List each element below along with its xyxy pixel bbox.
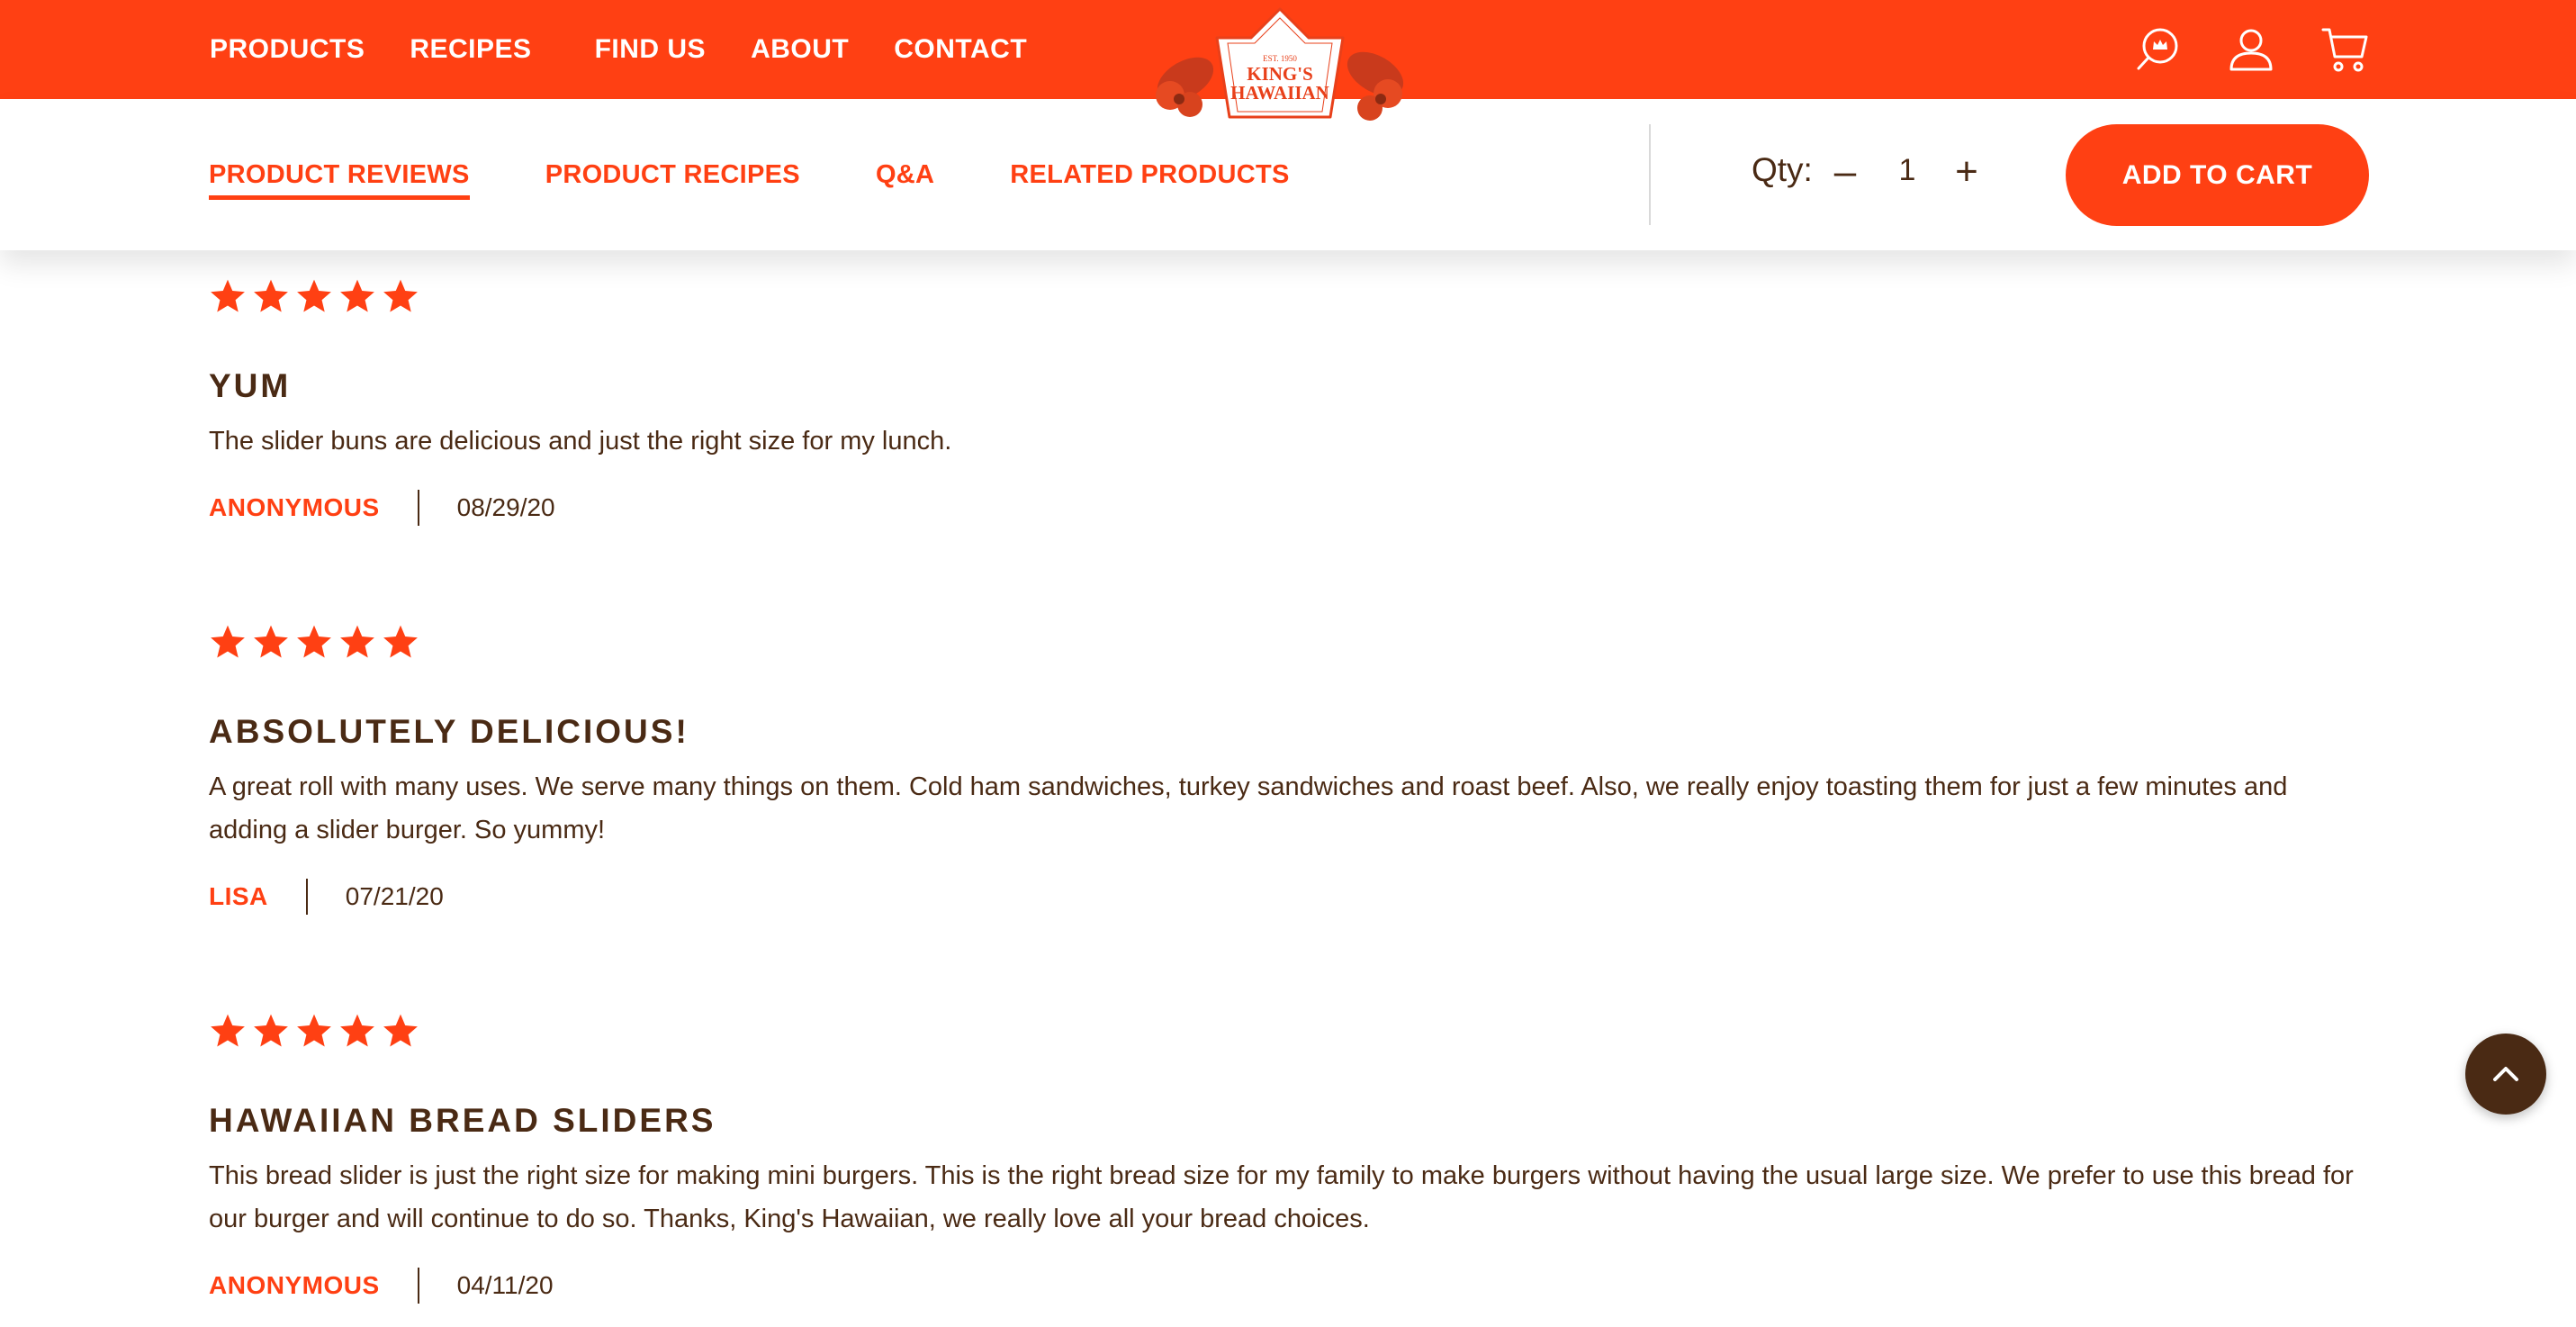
review-title: YUM	[209, 367, 292, 404]
star-rating	[209, 1012, 2369, 1052]
nav-link-contact[interactable]: CONTACT	[894, 34, 1028, 64]
logo-est: EST. 1950	[1263, 54, 1297, 63]
tab-product-recipes[interactable]: PRODUCT RECIPES	[545, 160, 800, 189]
nav-link-recipes[interactable]: RECIPES	[410, 34, 532, 64]
review-title: HAWAIIAN BREAD SLIDERS	[209, 1102, 716, 1139]
meta-separator	[418, 1268, 419, 1304]
meta-separator	[306, 879, 308, 915]
hibiscus-left-icon	[1150, 49, 1221, 117]
kings-hawaiian-logo[interactable]	[1145, 7, 1415, 124]
review-title: ABSOLUTELY DELICIOUS!	[209, 713, 689, 750]
review-meta	[209, 879, 2369, 915]
star-icon	[338, 1012, 376, 1050]
qty-increase-button[interactable]: +	[1955, 149, 1978, 194]
review-body: The slider buns are delicious and just the right size for my lunch.	[209, 427, 952, 456]
star-icon	[209, 277, 247, 315]
star-icon	[295, 277, 333, 315]
star-icon	[252, 1012, 290, 1050]
primary-nav-links	[210, 0, 1072, 99]
review-author: LISA	[209, 882, 268, 910]
star-icon	[382, 623, 419, 661]
review-meta	[209, 490, 2369, 526]
star-icon	[382, 1012, 419, 1050]
review-date: 04/11/20	[456, 1271, 554, 1299]
star-icon	[209, 623, 247, 661]
tab-product-reviews[interactable]: PRODUCT REVIEWS	[209, 160, 470, 200]
review-meta	[209, 1268, 2369, 1304]
review-item	[209, 1012, 2369, 1304]
utility-icons	[2132, 16, 2370, 83]
review-item	[209, 623, 2369, 915]
star-icon	[338, 623, 376, 661]
add-to-cart-button[interactable]: ADD TO CART	[2066, 124, 2369, 226]
review-item	[209, 277, 2369, 526]
back-to-top-button[interactable]	[2465, 1034, 2546, 1115]
review-date: 08/29/20	[456, 493, 555, 521]
review-author: ANONYMOUS	[209, 493, 380, 521]
qty-decrease-button[interactable]: –	[1833, 149, 1857, 194]
star-icon	[382, 277, 419, 315]
star-icon	[338, 277, 376, 315]
qty-input[interactable]	[1881, 153, 1933, 188]
nav-link-products[interactable]: PRODUCTS	[210, 34, 365, 64]
star-icon	[252, 277, 290, 315]
hibiscus-right-icon	[1340, 43, 1411, 121]
star-rating	[209, 277, 2369, 317]
star-icon	[252, 623, 290, 661]
product-tabs	[209, 160, 1365, 200]
tab-qa[interactable]: Q&A	[875, 160, 935, 189]
chevron-up-icon	[2488, 1056, 2524, 1092]
nav-link-about[interactable]: ABOUT	[751, 34, 850, 64]
cart-icon[interactable]	[2319, 24, 2370, 75]
review-author: ANONYMOUS	[209, 1271, 380, 1299]
tab-related-products[interactable]: RELATED PRODUCTS	[1010, 160, 1290, 189]
star-icon	[295, 1012, 333, 1050]
review-body: A great roll with many uses. We serve many things on them. Cold ham sandwiches, turkey sandwiches and roast beef. Also, we really enjoy toasting them for just a few minutes and adding a slider burger. So yummy!	[209, 772, 2288, 844]
star-icon	[295, 623, 333, 661]
subnav-divider	[1649, 124, 1651, 225]
meta-separator	[418, 490, 419, 526]
star-rating	[209, 623, 2369, 663]
review-date: 07/21/20	[345, 882, 444, 910]
search-crown-icon[interactable]	[2132, 24, 2183, 75]
logo-wordmark	[1230, 65, 1329, 103]
logo-line-2: HAWAIIAN	[1230, 82, 1329, 104]
star-icon	[209, 1012, 247, 1050]
logo-line-1: KING'S	[1247, 63, 1313, 85]
review-body: This bread slider is just the right size for making mini burgers. This is the right bread size for my family to make burgers without having the usual large size. We prefer to use this bread for our burger and will continue to do so. Thanks, King's Hawaiian, we really love all your bread choices.	[209, 1161, 2354, 1233]
user-icon[interactable]	[2226, 24, 2276, 75]
nav-link-find-us[interactable]: FIND US	[594, 34, 707, 64]
qty-label: Qty:	[1752, 151, 1813, 188]
